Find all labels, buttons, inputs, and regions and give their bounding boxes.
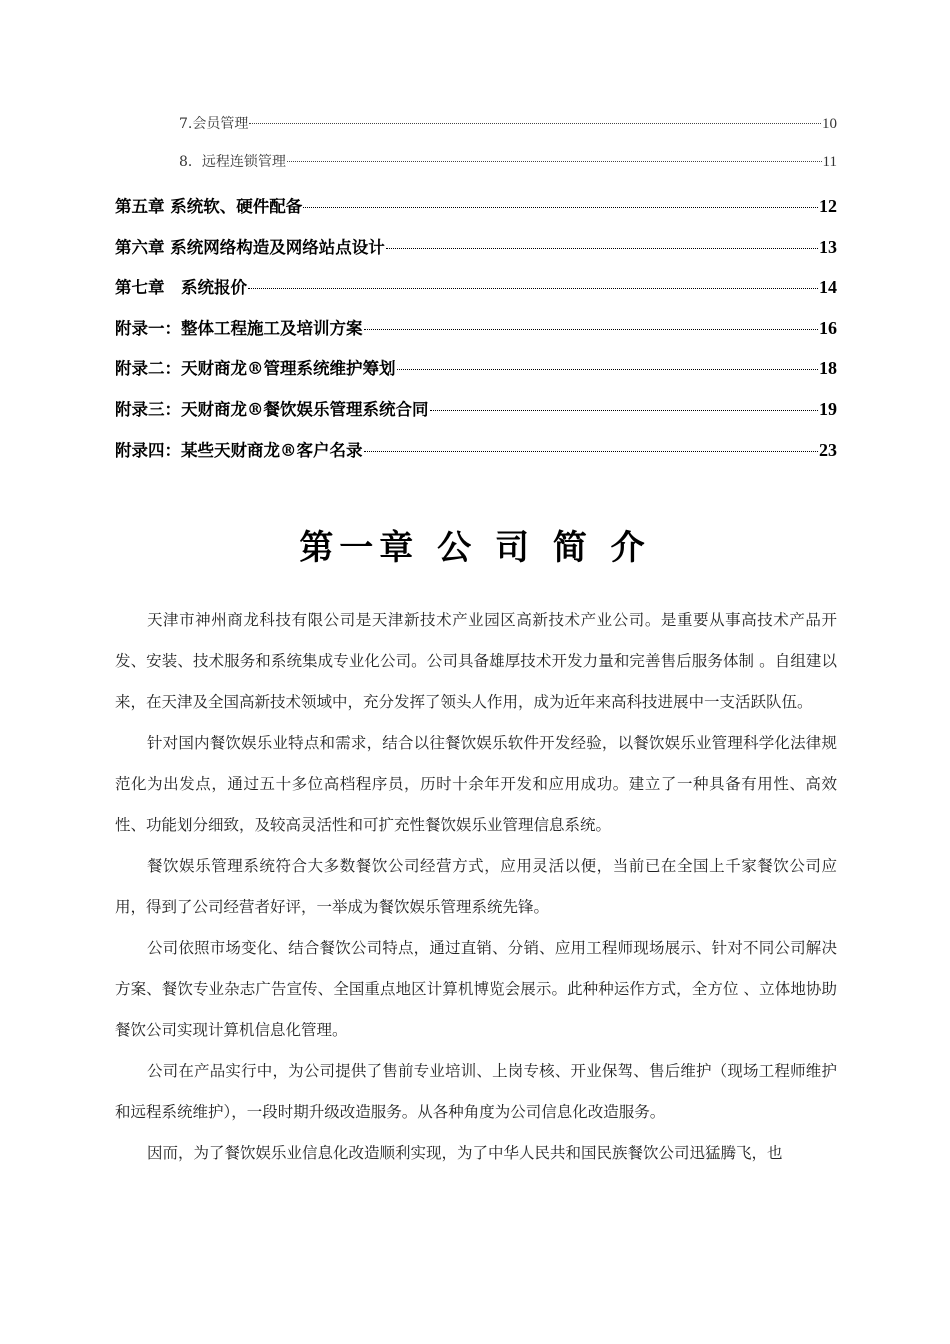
- toc-entry[interactable]: [115, 308, 837, 349]
- chapter-title: 第一章 公 司 简 介: [299, 527, 651, 568]
- toc-leader-dots: [248, 287, 818, 289]
- toc-leader-dots: [364, 450, 819, 452]
- toc-entry-page: 16: [819, 317, 837, 338]
- toc-leader-dots: [249, 122, 821, 124]
- toc-entry-title: 附录二：天财商龙®管理系统维护筹划: [115, 359, 396, 379]
- toc-entry-title: 第五章 系统软、硬件配备: [115, 197, 303, 216]
- body-text: [115, 600, 837, 1174]
- toc-entry-page: 12: [819, 196, 837, 216]
- table-of-contents: [115, 110, 837, 470]
- toc-entry-page: 11: [822, 154, 837, 170]
- toc-entry-page: 10: [822, 116, 837, 132]
- toc-entry-page: 23: [819, 439, 837, 460]
- toc-entry-page: 14: [819, 277, 837, 298]
- toc-entry[interactable]: [115, 110, 837, 148]
- toc-entry[interactable]: [115, 227, 837, 268]
- toc-entry[interactable]: [115, 148, 837, 186]
- paragraph: 餐饮娱乐管理系统符合大多数餐饮公司经营方式，应用灵活以便，当前已在全国上千家餐饮公司应用，得到了公司经营者好评，一举成为餐饮娱乐管理系统先锋。: [115, 857, 837, 916]
- toc-entry-title: 附录三：天财商龙®餐饮娱乐管理系统合同: [115, 399, 429, 419]
- paragraph: 公司依照市场变化、结合餐饮公司特点，通过直销、分销、应用工程师现场展示、针对不同公司解决方案、餐饮专业杂志广告宣传、全国重点地区计算机博览会展示。此种种运作方式，全方位 、立体地协助餐饮公司实现计算机信息化管理。: [115, 939, 837, 1039]
- toc-leader-dots: [397, 368, 819, 370]
- toc-entry[interactable]: [115, 389, 837, 430]
- toc-entry[interactable]: [115, 186, 837, 227]
- toc-leader-dots: [287, 160, 822, 162]
- toc-entry-page: 13: [819, 236, 837, 257]
- paragraph: 公司在产品实行中，为公司提供了售前专业培训、上岗专核、开业保驾、售后维护（现场工程师维护和远程系统维护），一段时期升级改造服务。从各种角度为公司信息化改造服务。: [115, 1062, 837, 1121]
- toc-leader-dots: [430, 409, 819, 411]
- toc-leader-dots: [303, 206, 818, 208]
- toc-entry[interactable]: [115, 348, 837, 389]
- paragraph: 因而，为了餐饮娱乐业信息化改造顺利实现，为了中华人民共和国民族餐饮公司迅猛腾飞，也: [147, 1144, 783, 1162]
- toc-leader-dots: [386, 247, 818, 249]
- toc-entry[interactable]: [115, 267, 837, 308]
- toc-entry-title: 7.会员管理: [179, 116, 249, 132]
- toc-entry-title: 附录四：某些天财商龙®客户名录: [115, 440, 363, 460]
- paragraph: 天津市神州商龙科技有限公司是天津新技术产业园区高新技术产业公司。是重要从事高技术产品开发、安装、技术服务和系统集成专业化公司。公司具备雄厚技术开发力量和完善售后服务体制 。自组建以来，在天津及全国高新技术领域中，充分发挥了领头人作用，成为近年来高科技进展中一支活跃队伍。: [115, 611, 837, 711]
- toc-leader-dots: [364, 328, 819, 330]
- toc-entry-title: 8．远程连锁管理: [179, 154, 286, 170]
- toc-entry[interactable]: [115, 430, 837, 471]
- paragraph: 针对国内餐饮娱乐业特点和需求，结合以往餐饮娱乐软件开发经验，以餐饮娱乐业管理科学化法律规范化为出发点，通过五十多位高档程序员，历时十余年开发和应用成功。建立了一种具备有用性、高效性、功能划分细致，及较高灵活性和可扩充性餐饮娱乐业管理信息系统。: [115, 734, 837, 834]
- toc-entry-page: 19: [819, 398, 837, 419]
- toc-entry-title: 第七章 系统报价: [115, 278, 247, 298]
- toc-entry-title: 附录一：整体工程施工及培训方案: [115, 318, 363, 338]
- toc-entry-page: 18: [819, 358, 837, 379]
- toc-entry-title: 第六章 系统网络构造及网络站点设计: [115, 237, 385, 257]
